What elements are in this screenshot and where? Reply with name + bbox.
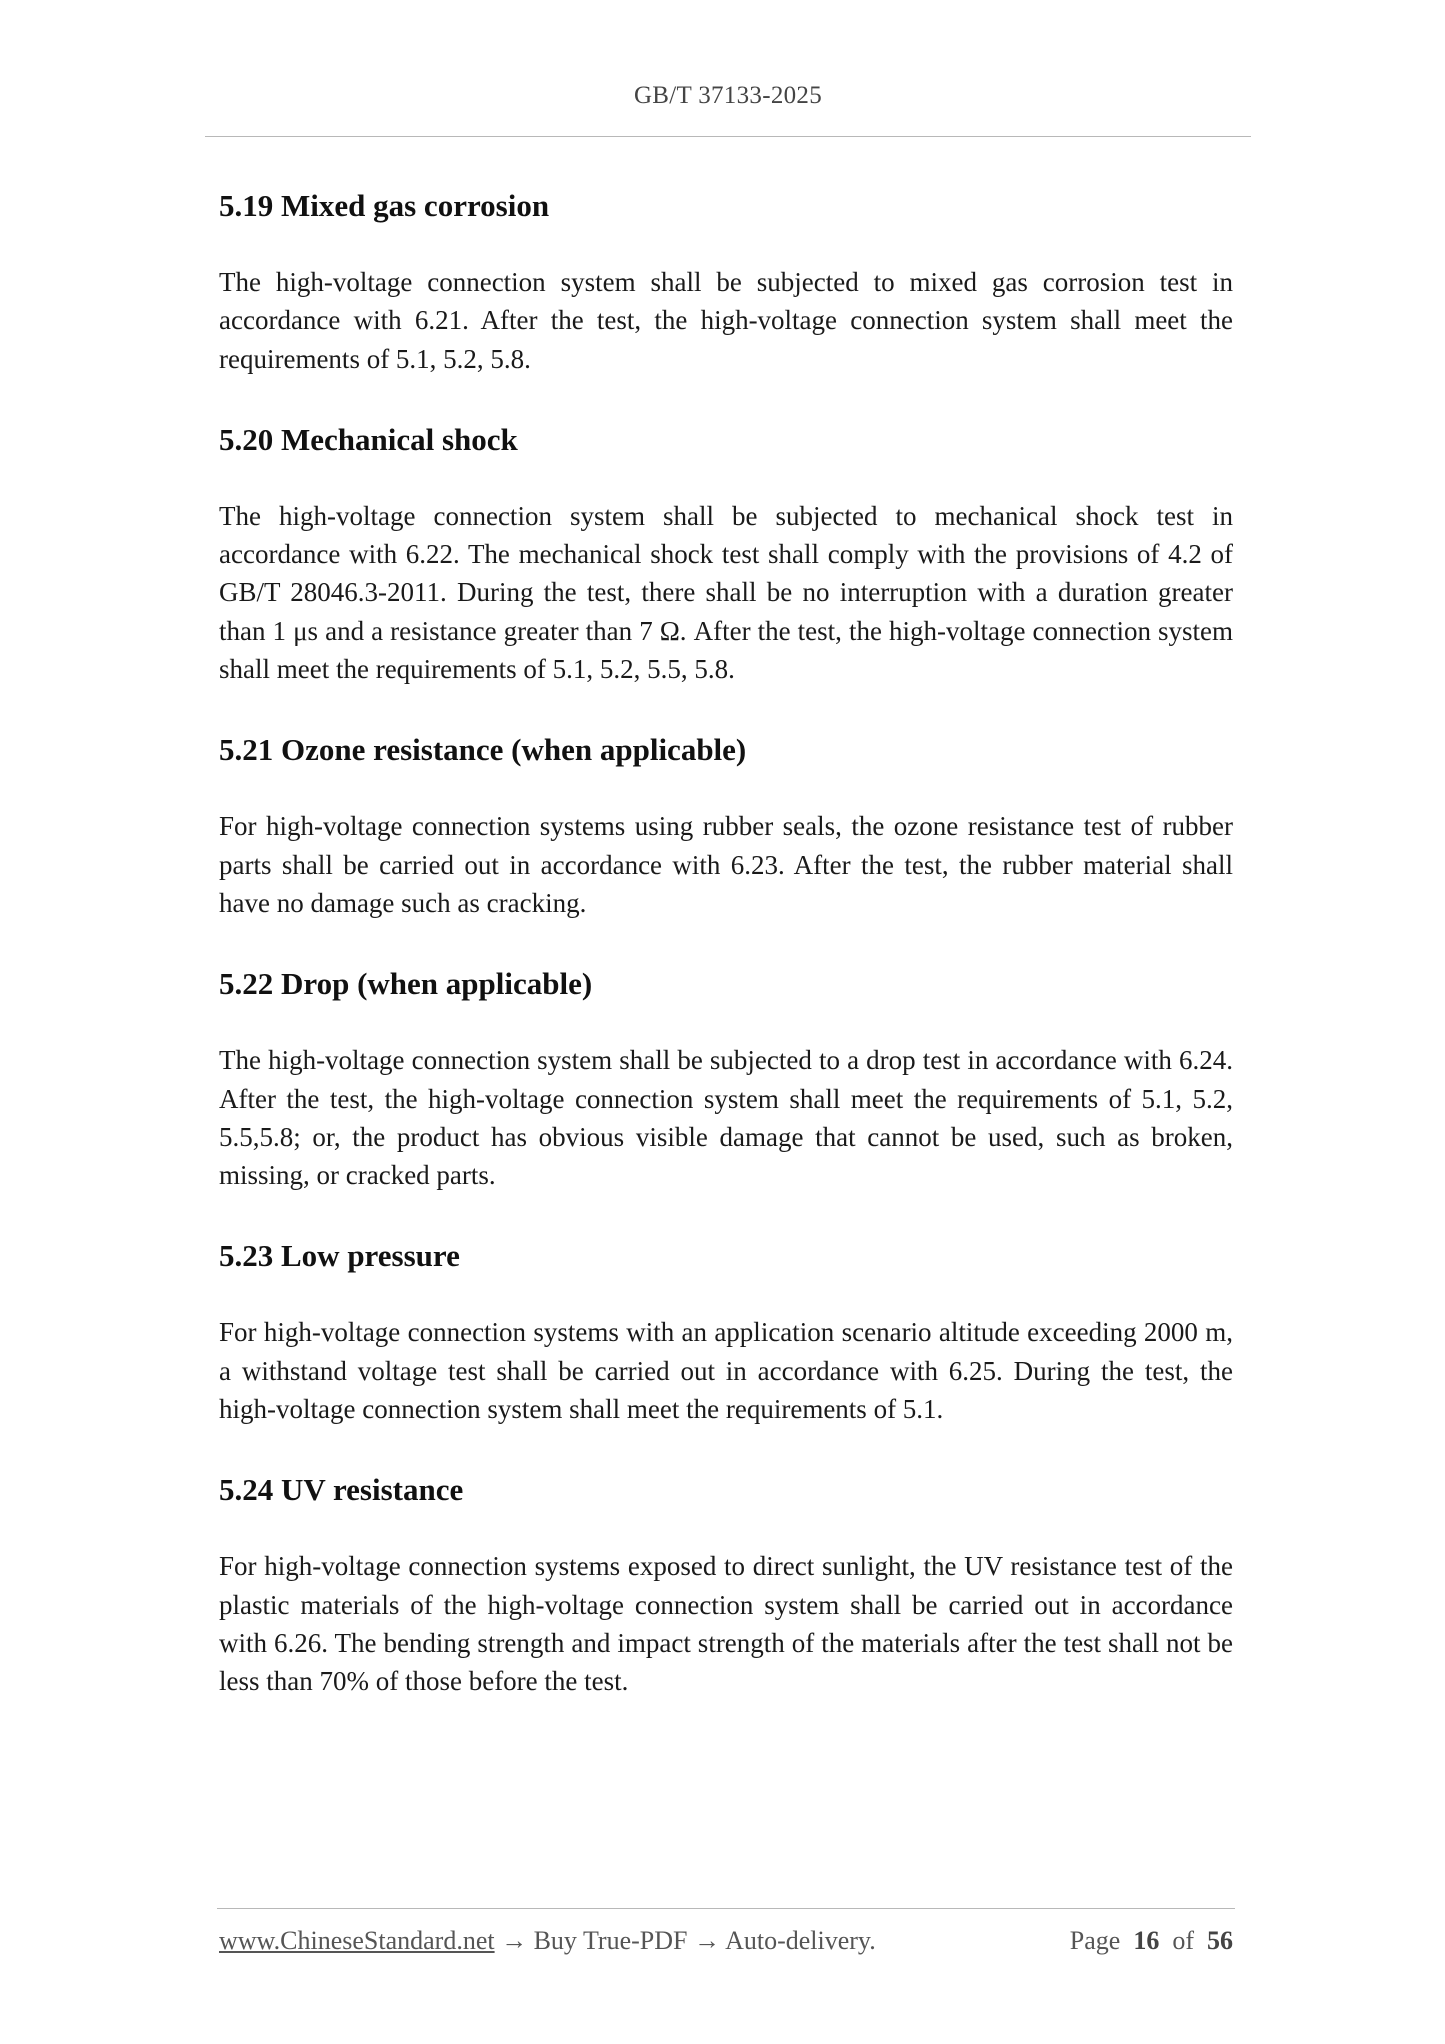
page-number [1070,1926,1233,1956]
section-paragraph: For high-voltage connection systems using rubber seals, the ozone resistance test of rubber parts shall be carried out in accordance with 6.23. After the test, the rubber material shall have no damage such as cracking. [219,811,1233,918]
buy-text: Buy True-PDF [533,1926,688,1955]
footer-promo [219,1926,876,1956]
section-heading: 5.24 UV resistance [219,1472,464,1508]
section-5-24 [219,1468,1233,1700]
section-5-19 [219,184,1233,378]
page-footer [219,1926,1233,1956]
section-paragraph: The high-voltage connection system shall be subjected to mechanical shock test in accordance with 6.22. The mechanical shock test shall comply with the provisions of 4.2 of GB/T 28046.3-2011. During the test, there shall be no interruption with a duration greater than 1 μs and a resistance greater than 7 Ω. After the test, the high-voltage connection system shall meet the requirements of 5.1, 5.2, 5.5, 5.8. [219,500,1233,685]
section-paragraph: The high-voltage connection system shall be subjected to a drop test in accordance with 6.24. After the test, the high-voltage connection system shall meet the requirements of 5.1, 5.2, 5.5,5.8; or, the product has obvious visible damage that cannot be used, such as broken, missing, or cracked parts. [219,1045,1233,1191]
section-heading: 5.21 Ozone resistance (when applicable) [219,732,747,768]
delivery-text: Auto-delivery. [725,1926,876,1955]
arrow-icon: → [694,1926,720,1955]
section-heading: 5.23 Low pressure [219,1238,460,1274]
section-5-21 [219,728,1233,922]
page-label: Page [1069,1926,1121,1955]
section-heading: 5.20 Mechanical shock [219,421,518,457]
of-label: of [1172,1926,1194,1955]
section-paragraph: The high-voltage connection system shall be subjected to mixed gas corrosion test in accordance with 6.21. After the test, the high-voltage connection system shall meet the requirements of 5.1, 5.2, 5.8. [219,267,1233,374]
current-page: 16 [1133,1926,1160,1955]
page-header: GB/T 37133-2025 [633,82,823,109]
section-5-22 [219,962,1233,1194]
section-paragraph: For high-voltage connection systems with an application scenario altitude exceeding 2000 m, a withstand voltage test shall be carried out in accordance with 6.25. During the test, the high-voltage connection system shall meet the requirements of 5.1. [219,1317,1233,1425]
footer-divider [217,1908,1235,1909]
document-body [219,184,1233,1741]
site-link[interactable]: www.ChineseStandard.net [219,1926,495,1955]
total-pages: 56 [1207,1926,1233,1955]
section-5-23 [219,1234,1233,1428]
section-heading: 5.22 Drop (when applicable) [219,966,593,1002]
section-heading: 5.19 Mixed gas corrosion [219,188,550,223]
section-5-20 [219,418,1233,688]
section-paragraph: For high-voltage connection systems exposed to direct sunlight, the UV resistance test of the plastic materials of the high-voltage connection system shall be carried out in accordance with 6.26. The bending strength and impact strength of the materials after the test shall not be less than 70% of those before the test. [219,1551,1233,1697]
header-divider [205,136,1251,137]
arrow-icon: → [501,1926,528,1955]
